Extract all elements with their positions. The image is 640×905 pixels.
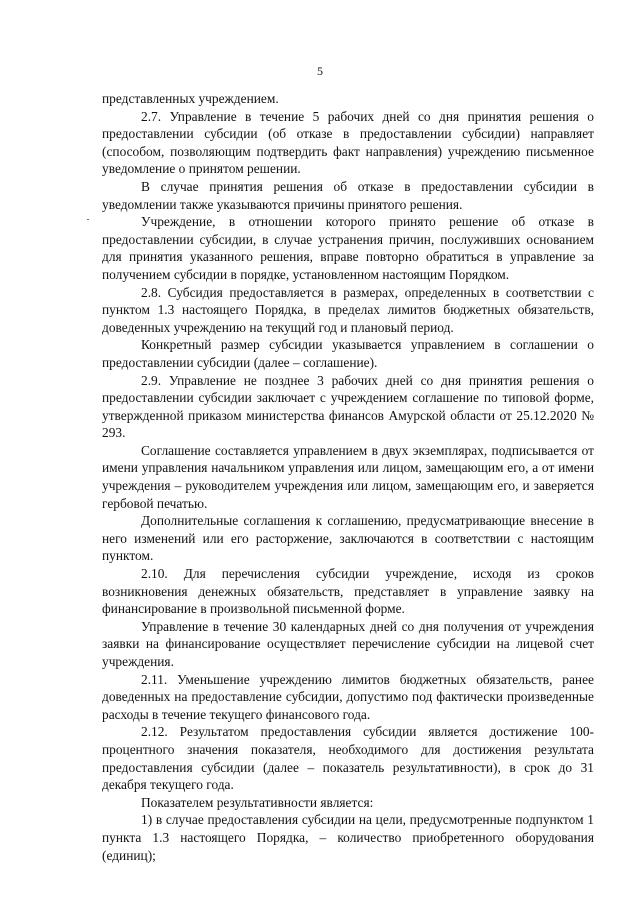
paragraph-clause-2-9: 2.9. Управление не позднее 3 рабочих дней со дня принятия решения о предоставлении субсидии заключает с учреждением соглашение по типовой форме, утвержденной приказом министерства финансов Амурской области от 25.12.2020 № 293. [102, 372, 594, 441]
paragraph-refusal-reasons: В случае принятия решения об отказе в предоставлении субсидии в уведомлении также указываются причины принятого решения. [102, 178, 594, 212]
paragraph-indicator-item-1: 1) в случае предоставления субсидии на цели, предусмотренные подпунктом 1 пункта 1.3 настоящего Порядка, – количество приобретенного оборудования (единиц); [102, 812, 594, 863]
paragraph-additional-agreements: Дополнительные соглашения к соглашению, предусматривающие внесение в него изменений или его расторжение, заключаются в соответствии с настоящим пунктом. [102, 513, 594, 564]
paragraph-clause-2-7: 2.7. Управление в течение 5 рабочих дней со дня принятия решения о предоставлении субсидии (об отказе в предоставлении субсидии) направляет (способом, позволяющим подтвердить факт направления) учреждению письменное уведомление о принятом решении. [102, 108, 594, 177]
paragraph-clause-2-10: 2.10. Для перечисления субсидии учреждение, исходя из сроков возникновения денежных обязательств, представляет в управление заявку на финансирование в произвольной письменной форме. [102, 566, 594, 617]
document-body [102, 90, 594, 864]
paragraph-agreement-signing: Соглашение составляется управлением в двух экземплярах, подписывается от имени управления начальником управления или лицом, замещающим его, а от имени учреждения – руководителем учреждения или лицом, замещающим его, и заверяется гербовой печатью. [102, 442, 594, 511]
paragraph-transfer-30-days: Управление в течение 30 календарных дней со дня получения от учреждения заявки на финансирование осуществляет перечисление субсидии на лицевой счет учреждения. [102, 618, 594, 669]
page-number: 5 [317, 64, 323, 78]
paragraph-subsidy-amount: Конкретный размер субсидии указывается управлением в соглашении о предоставлении субсидии (далее – соглашение). [102, 337, 594, 370]
paragraph-clause-2-8: 2.8. Субсидия предоставляется в размерах, определенных в соответствии с пунктом 1.3 настоящего Порядка, в пределах лимитов бюджетных обязательств, доведенных учреждению на текущий год и плановый период. [102, 284, 594, 335]
scan-artifact-mark [87, 219, 89, 220]
paragraph-clause-2-11: 2.11. Уменьшение учреждению лимитов бюджетных обязательств, ранее доведенных на предоставление субсидии, допустимо под фактически произведенные расходы в течение текущего финансового года. [102, 671, 594, 722]
paragraph-continuation: представленных учреждением. [102, 91, 279, 106]
paragraph-indicator-heading: Показателем результативности является: [141, 794, 374, 810]
paragraph-reapply: Учреждение, в отношении которого принято решение об отказе в предоставлении субсидии, в случае устранения причин, послуживших основанием для принятия указанного решения, вправе повторно обратиться в управление за получением субсидии в порядке, установленном настоящим Порядком. [102, 214, 594, 282]
paragraph-clause-2-12: 2.12. Результатом предоставления субсидии является достижение 100-процентного значения показателя, необходимого для достижения результата предоставления субсидии (далее – показатель результативности), в срок до 31 декабря текущего года. [102, 724, 594, 793]
